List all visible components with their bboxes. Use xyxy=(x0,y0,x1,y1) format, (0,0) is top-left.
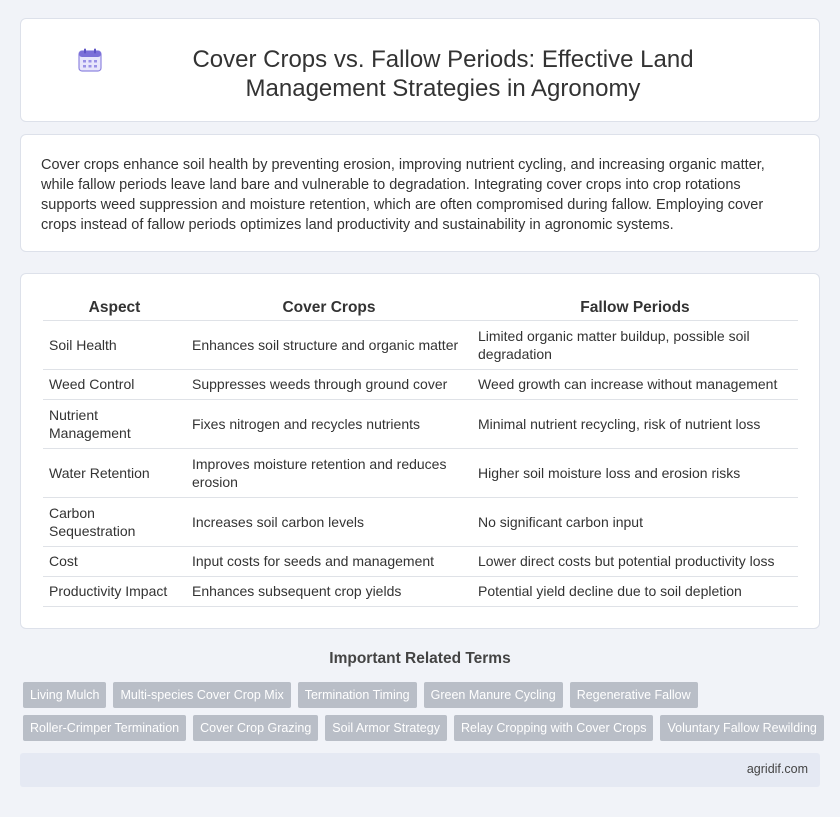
footer xyxy=(20,753,820,787)
table-row xyxy=(43,399,798,448)
table-cell-fallow-periods: Minimal nutrient recycling, risk of nutrient loss xyxy=(472,399,798,448)
table-cell-fallow-periods: Higher soil moisture loss and erosion risks xyxy=(472,448,798,497)
tag-row xyxy=(23,682,823,708)
table-cell-aspect: Cost xyxy=(43,546,186,576)
related-terms-title: Important Related Terms xyxy=(329,650,511,667)
related-term-tag[interactable]: Regenerative Fallow xyxy=(570,682,698,708)
table-row xyxy=(43,448,798,497)
table-cell-fallow-periods: Lower direct costs but potential productivity loss xyxy=(472,546,798,576)
table-cell-fallow-periods: Weed growth can increase without management xyxy=(472,369,798,399)
table-row xyxy=(43,320,798,369)
related-term-tag[interactable]: Cover Crop Grazing xyxy=(193,715,318,741)
comparison-table xyxy=(43,294,798,607)
table-cell-aspect: Weed Control xyxy=(43,369,186,399)
related-term-tag[interactable]: Relay Cropping with Cover Crops xyxy=(454,715,654,741)
table-header-row xyxy=(43,294,798,320)
table-cell-aspect: Soil Health xyxy=(43,320,186,369)
table-cell-cover-crops: Fixes nitrogen and recycles nutrients xyxy=(186,399,472,448)
table-cell-cover-crops: Input costs for seeds and management xyxy=(186,546,472,576)
related-term-tag[interactable]: Soil Armor Strategy xyxy=(325,715,447,741)
table-cell-aspect: Carbon Sequestration xyxy=(43,497,186,546)
column-header-cover-crops: Cover Crops xyxy=(186,294,472,320)
column-header-aspect: Aspect xyxy=(43,294,186,320)
related-term-tag[interactable]: Termination Timing xyxy=(298,682,417,708)
footer-site-link[interactable]: agridif.com xyxy=(746,762,808,776)
table-row xyxy=(43,497,798,546)
related-terms-tags xyxy=(23,682,823,748)
table-cell-aspect: Productivity Impact xyxy=(43,576,186,606)
table-cell-aspect: Water Retention xyxy=(43,448,186,497)
table-cell-cover-crops: Improves moisture retention and reduces erosion xyxy=(186,448,472,497)
related-term-tag[interactable]: Roller-Crimper Termination xyxy=(23,715,186,741)
related-term-tag[interactable]: Green Manure Cycling xyxy=(424,682,563,708)
related-term-tag[interactable]: Multi-species Cover Crop Mix xyxy=(113,682,290,708)
table-cell-cover-crops: Suppresses weeds through ground cover xyxy=(186,369,472,399)
column-header-fallow-periods: Fallow Periods xyxy=(472,294,798,320)
table-cell-fallow-periods: No significant carbon input xyxy=(472,497,798,546)
related-term-tag[interactable]: Living Mulch xyxy=(23,682,106,708)
header-card xyxy=(20,18,820,122)
table-row xyxy=(43,576,798,606)
table-cell-fallow-periods: Limited organic matter buildup, possible soil degradation xyxy=(472,320,798,369)
table-cell-cover-crops: Enhances soil structure and organic matter xyxy=(186,320,472,369)
comparison-table-card xyxy=(20,273,820,629)
related-term-tag[interactable]: Voluntary Fallow Rewilding xyxy=(660,715,823,741)
table-row xyxy=(43,546,798,576)
page-title: Cover Crops vs. Fallow Periods: Effective Land Management Strategies in Agronomy xyxy=(192,46,694,102)
table-cell-cover-crops: Enhances subsequent crop yields xyxy=(186,576,472,606)
tag-row xyxy=(23,715,823,741)
table-cell-aspect: Nutrient Management xyxy=(43,399,186,448)
intro-paragraph: Cover crops enhance soil health by preventing erosion, improving nutrient cycling, and increasing organic matter, while fallow periods leave land bare and vulnerable to degradation. Integrating cover crops into crop rotations supports weed suppression and moisture retention, which are often compromised during fallow. Employing cover crops instead of fallow periods optimizes land productivity and sustainability in agronomic systems. xyxy=(41,157,765,233)
calendar-icon xyxy=(77,47,103,73)
table-cell-fallow-periods: Potential yield decline due to soil depletion xyxy=(472,576,798,606)
intro-card xyxy=(20,134,820,252)
table-cell-cover-crops: Increases soil carbon levels xyxy=(186,497,472,546)
table-row xyxy=(43,369,798,399)
